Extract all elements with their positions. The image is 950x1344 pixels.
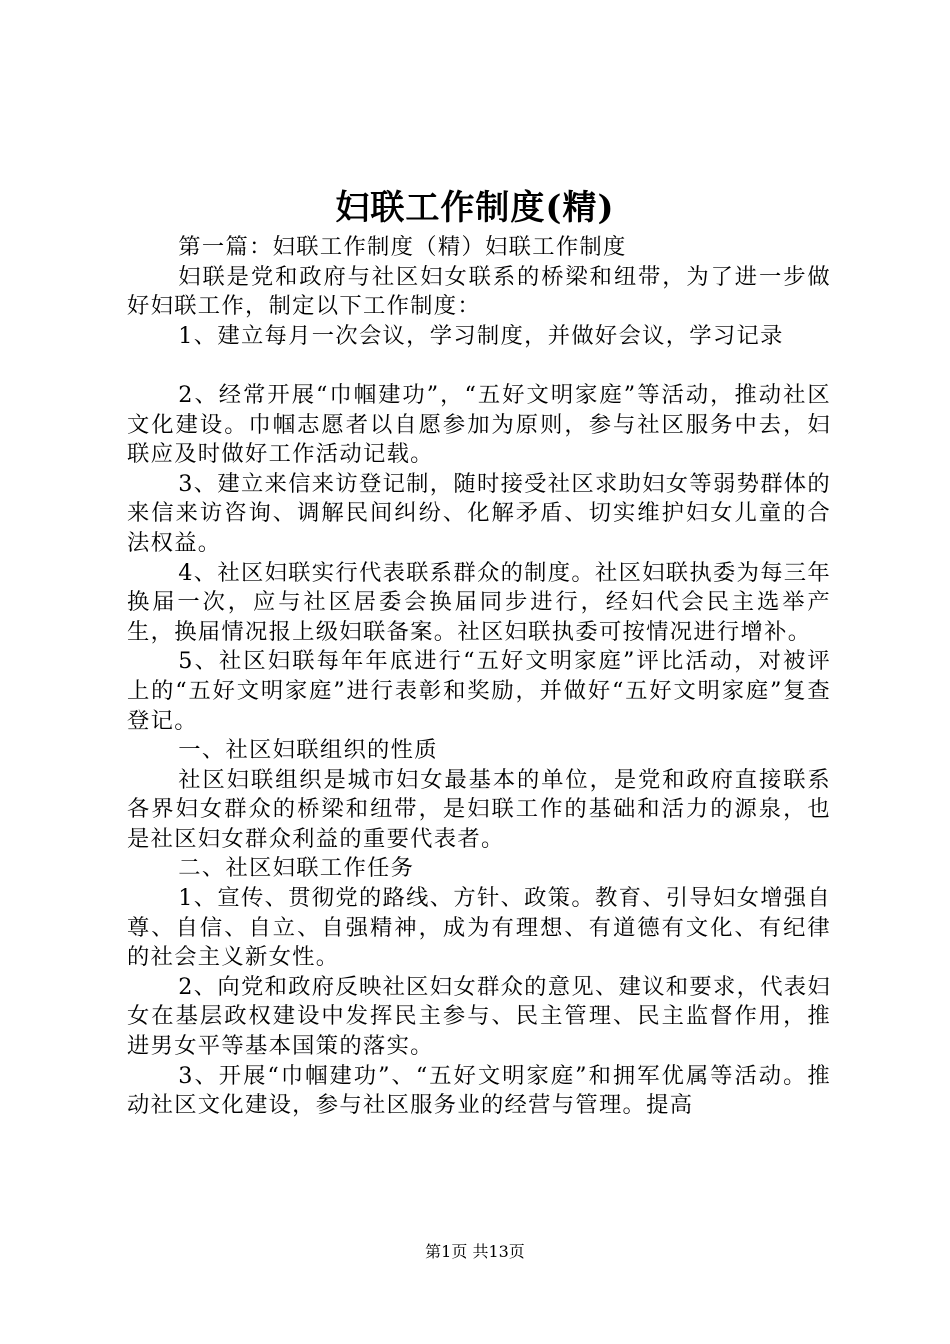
section-heading-nature: 一、社区妇联组织的性质	[178, 737, 438, 764]
paragraph-rule-1: 1、建立每月一次会议，学习制度，并做好会议，学习记录	[178, 322, 784, 349]
paragraph-task-3: 3、开展“巾帼建功”、“五好文明家庭”和拥军优属等活动。推动社区文化建设，参与社区服务业的经营与管理。提高	[127, 1062, 831, 1119]
document-body	[127, 233, 831, 1121]
paragraph-nature: 社区妇联组织是城市妇女最基本的单位，是党和政府直接联系各界妇女群众的桥梁和纽带，是妇联工作的基础和活力的源泉，也是社区妇女群众利益的重要代表者。	[127, 766, 831, 852]
document-title: 妇联工作制度(精)	[335, 188, 615, 228]
paragraph-rule-2: 2、经常开展“巾帼建功”，“五好文明家庭”等活动，推动社区文化建设。巾帼志愿者以自愿参加为原则，参与社区服务中去，妇联应及时做好工作活动记载。	[127, 381, 831, 468]
paragraph-rule-3: 3、建立来信来访登记制，随时接受社区求助妇女等弱势群体的来信来访咨询、调解民间纠纷、化解矛盾、切实维护妇女儿童的合法权益。	[127, 470, 831, 556]
paragraph-rule-5: 5、社区妇联每年年底进行“五好文明家庭”评比活动，对被评上的“五好文明家庭”进行表彰和奖励，并做好“五好文明家庭”复查登记。	[127, 648, 831, 734]
paragraph-intro: 妇联是党和政府与社区妇女联系的桥梁和纽带，为了进一步做好妇联工作，制定以下工作制度：	[127, 263, 831, 320]
paragraph-task-1: 1、宣传、贯彻党的路线、方针、政策。教育、引导妇女增强自尊、自信、自立、自强精神，成为有理想、有道德有文化、有纪律的社会主义新女性。	[127, 885, 831, 971]
paragraph-rule-4: 4、社区妇联实行代表联系群众的制度。社区妇联执委为每三年换届一次，应与社区居委会换届同步进行，经妇代会民主选举产生，换届情况报上级妇联备案。社区妇联执委可按情况进行增补。	[127, 559, 831, 645]
paragraph-part-heading: 第一篇：妇联工作制度（精）妇联工作制度	[178, 234, 627, 260]
paragraph-task-2: 2、向党和政府反映社区妇女群众的意见、建议和要求，代表妇女在基层政权建设中发挥民主参与、民主管理、民主监督作用，推进男女平等基本国策的落实。	[127, 973, 831, 1060]
page-number: 第1页 共13页	[425, 1242, 525, 1261]
section-heading-tasks: 二、社区妇联工作任务	[178, 855, 415, 882]
